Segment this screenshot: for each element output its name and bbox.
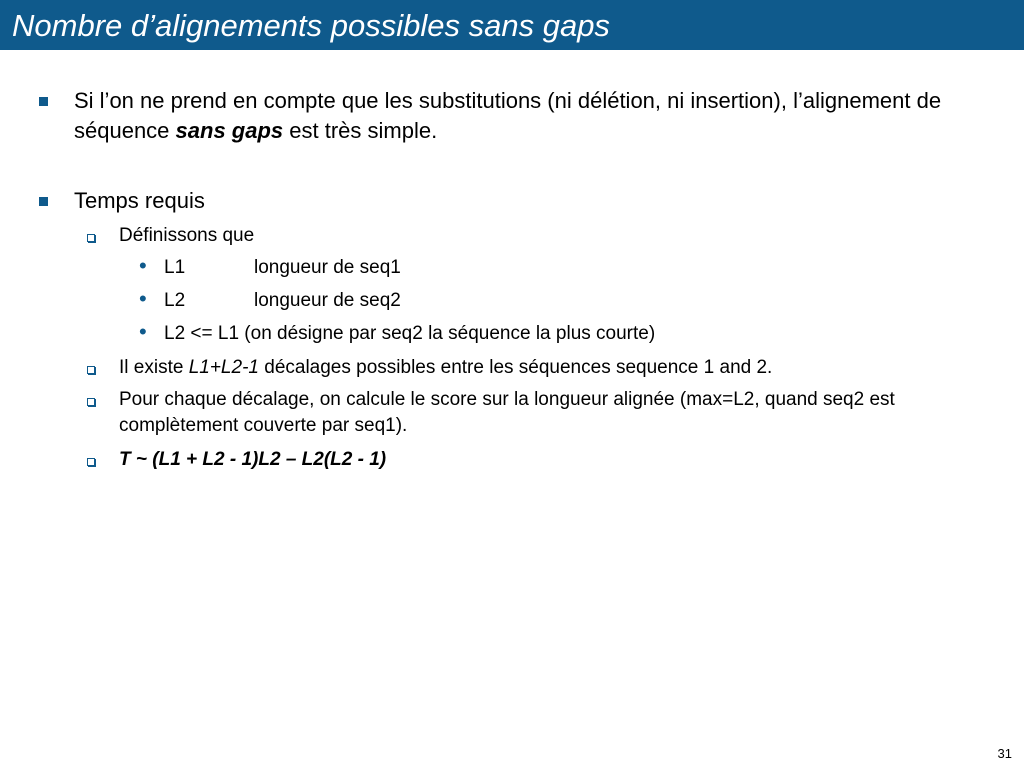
bullet-2-text: Temps requis [74,188,205,213]
sub-bullet-4-formula: T ~ (L1 + L2 - 1)L2 – L2(L2 - 1) [119,449,387,470]
sub-bullet-2-text [119,355,979,381]
hollow-square-icon [87,458,95,466]
slide-title: Nombre d’alignements possibles sans gaps [12,8,610,43]
hollow-square-icon [87,398,95,406]
sub-bullet-2-emphasis: L1+L2-1 [188,357,259,378]
bullet-1-text [74,86,954,146]
list-item [164,255,401,281]
bullet-1-emphasis: sans gaps [175,118,284,143]
bullet-1-text-before: Si l’on ne prend en compte que les substitutions (ni délétion, ni insertion), l’alignement de séquence [74,88,942,143]
sub-bullet-2-text-after: décalages possibles entre les séquences sequence 1 and 2. [258,357,773,378]
hollow-square-icon [87,234,95,242]
sub-bullet-1-text: Définissons que [119,225,255,246]
item-term: L2 [164,290,186,311]
sub-bullet-3-text: Pour chaque décalage, on calcule le score sur la longueur alignée (max=L2, quand seq2 est complètement couverte par seq1). [119,389,895,436]
dot-icon: • [139,319,147,344]
page-number: 31 [997,746,1012,761]
sub-bullet-2-text-before: Il existe [119,357,189,378]
dot-icon: • [139,286,147,311]
list-item [164,288,401,314]
dot-icon: • [139,253,147,278]
item-definition: longueur de seq2 [254,290,401,311]
bullet-1-text-after: est très simple. [283,118,438,143]
filled-square-icon [39,197,48,206]
item-definition: longueur de seq1 [254,257,401,278]
list-item [164,321,655,347]
hollow-square-icon [87,366,95,374]
item-term: L1 [164,257,186,278]
item-term: L2 <= L1 (on désigne par seq2 la séquence la plus courte) [164,323,656,344]
filled-square-icon [39,97,48,106]
